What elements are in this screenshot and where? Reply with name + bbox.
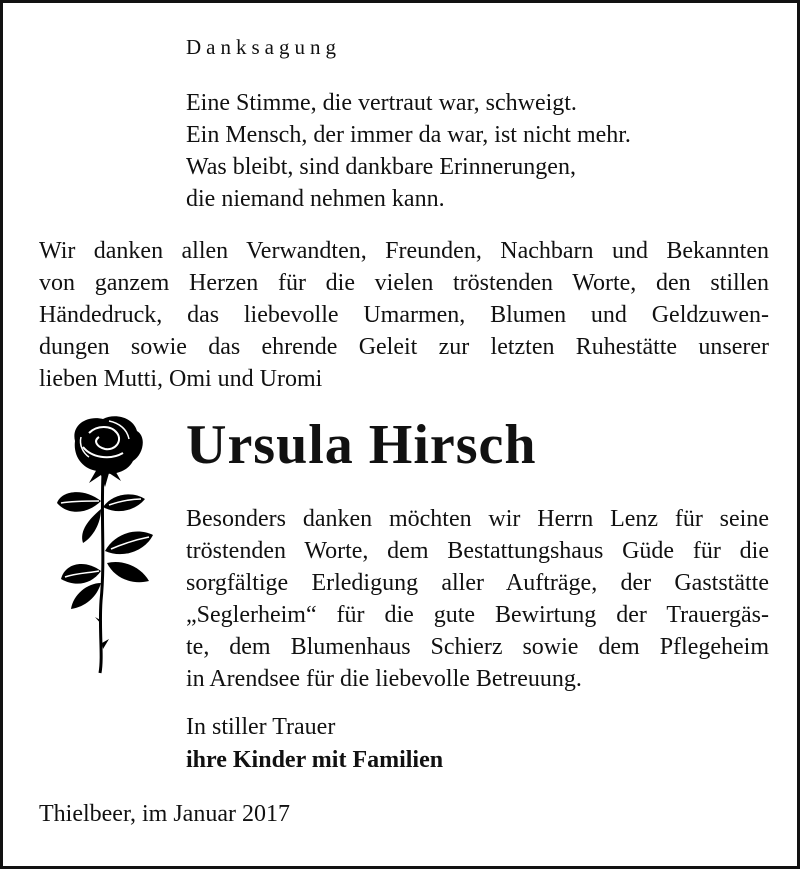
heading: Danksagung bbox=[186, 35, 341, 59]
poem-line: Was bleibt, sind dankbare Erinnerungen, bbox=[186, 154, 576, 180]
place-date: Thielbeer, im Januar 2017 bbox=[39, 801, 290, 827]
special-thanks-line: tröstenden Worte, dem Bestattungshaus Güde für die bbox=[186, 538, 769, 564]
poem-line: Ein Mensch, der immer da war, ist nicht mehr. bbox=[186, 122, 631, 148]
thanks-line: von ganzem Herzen für die vielen tröstenden Worte, den stillen bbox=[39, 270, 769, 296]
poem-line: Eine Stimme, die vertraut war, schweigt. bbox=[186, 90, 577, 116]
thanks-line: dungen sowie das ehrende Geleit zur letzten Ruhestätte unserer bbox=[39, 334, 769, 360]
special-thanks-line: „Seglerheim“ für die gute Bewirtung der Trauergäs- bbox=[186, 602, 769, 628]
special-thanks-line: te, dem Blumenhaus Schierz sowie dem Pflegeheim bbox=[186, 634, 769, 660]
special-thanks-line: Besonders danken möchten wir Herrn Lenz für seine bbox=[186, 506, 769, 532]
special-thanks-line: sorgfältige Erledigung aller Aufträge, der Gaststätte bbox=[186, 570, 769, 596]
signed-by: ihre Kinder mit Familien bbox=[186, 747, 444, 773]
poem bbox=[186, 87, 631, 215]
thanks-line: Händedruck, das liebevolle Umarmen, Blumen und Geldzuwen- bbox=[39, 302, 769, 328]
deceased-name: Ursula Hirsch bbox=[186, 414, 537, 476]
special-thanks-paragraph bbox=[186, 503, 769, 695]
thanks-line: lieben Mutti, Omi und Uromi bbox=[39, 366, 323, 392]
rose-icon bbox=[53, 411, 163, 681]
special-thanks-line: in Arendsee für die liebevolle Betreuung. bbox=[186, 666, 582, 692]
thanks-paragraph bbox=[39, 235, 769, 395]
poem-line: die niemand nehmen kann. bbox=[186, 186, 445, 212]
thanks-line: Wir danken allen Verwandten, Freunden, Nachbarn und Bekannten bbox=[39, 238, 769, 264]
closing-phrase: In stiller Trauer bbox=[186, 714, 336, 740]
